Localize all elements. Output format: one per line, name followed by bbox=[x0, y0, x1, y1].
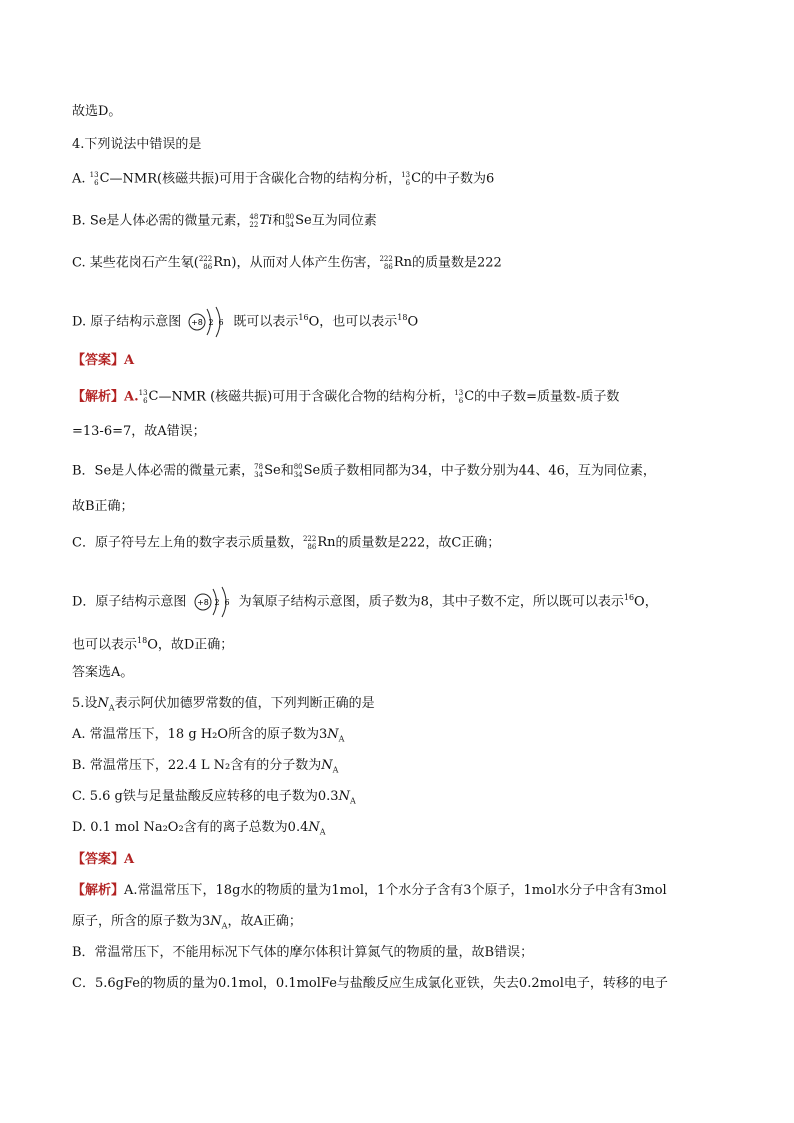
explanation-d-2: 也可以表示$^{18}$O，故D正确； bbox=[72, 636, 234, 653]
q5-explanation-a-2: 原子，所含的原子数为$3N_A$，故A正确； bbox=[72, 914, 302, 931]
question-4-title: 4.下列说法中错误的是 bbox=[72, 137, 202, 152]
atom-structure-diagram bbox=[193, 585, 237, 619]
explanation-a-2: =13-6=7，故A错误； bbox=[72, 424, 206, 439]
svg-text:2: 2 bbox=[208, 318, 214, 327]
explanation-b: B．Se是人体必需的微量元素， 78 34 Se 和 80 34 Se 质子数相同都为34，中子数分别为44、46，互为同位素， bbox=[72, 463, 656, 479]
explanation-a: 【解析】A. 13 6 C —NMR (核磁共振)可用于含碳化合物的结构分析， 13 6 C 的中子数=质量数-质子数 bbox=[72, 389, 620, 405]
nuclide-se80: 80 34 Se bbox=[285, 213, 312, 229]
nuclide-c13: 13 6 C bbox=[89, 171, 110, 187]
answer-select: 答案选A。 bbox=[72, 665, 134, 680]
q5-explanation-b: B．常温常压下，不能用标况下气体的摩尔体积计算氮气的物质的量，故B错误； bbox=[72, 945, 534, 960]
q5-option-b: B. 常温常压下，22.4 L N₂含有的分子数为$N_A$ bbox=[72, 758, 339, 775]
q5-explanation-c: C．5.6gFe的物质的量为0.1mol，0.1molFe与盐酸反应生成氯化亚铁，失去0.2mol电子，转移的电子 bbox=[72, 976, 668, 991]
explanation-d: D．原子结构示意图 +8 2 6 为氧原子结构示意图，质子数为8，其中子数不定，所以既可以表示$^{16}$O， bbox=[72, 585, 658, 619]
svg-text:2: 2 bbox=[214, 598, 220, 607]
nuclide-c13: 13 6 C bbox=[401, 171, 422, 187]
answer-label: 【答案】A bbox=[72, 353, 135, 368]
option-b: B. Se是人体必需的微量元素， 48 22 Ti 和 80 34 Se 互为同位素 bbox=[72, 213, 377, 229]
q5-explanation-a: 【解析】A.常温常压下，18g水的物质的量为1mol，1个水分子含有3个原子，1mol水分子中含有3mol bbox=[72, 883, 667, 898]
q5-option-a: A. 常温常压下，18 g H₂O所含的原子数为$3N_A$ bbox=[72, 727, 345, 744]
text-line: 故选D。 bbox=[72, 104, 122, 119]
svg-text:6: 6 bbox=[218, 318, 224, 327]
svg-text:+8: +8 bbox=[196, 598, 209, 607]
question-5-title: 5.设$N_A$表示阿伏加德罗常数的值，下列判断正确的是 bbox=[72, 696, 375, 713]
atom-structure-diagram bbox=[187, 305, 231, 339]
q5-option-d: D. 0.1 mol Na₂O₂含有的离子总数为$0.4N_A$ bbox=[72, 820, 326, 837]
option-a: A. 13 6 C —NMR(核磁共振)可用于含碳化合物的结构分析， 13 6 C 的中子数为6 bbox=[72, 171, 495, 187]
svg-text:6: 6 bbox=[224, 598, 230, 607]
explanation-c: C．原子符号左上角的数字表示质量数， 222 86 Rn 的质量数是222，故C正确； bbox=[72, 535, 501, 551]
explanation-b-2: 故B正确； bbox=[72, 499, 134, 514]
option-c: C. 某些花岗石产生氡( 222 86 Rn )，从而对人体产生伤害， 222 86 Rn 的质量数是222 bbox=[72, 255, 502, 271]
answer-label-2: 【答案】A bbox=[72, 852, 135, 867]
nuclide-rn222: 222 86 Rn bbox=[198, 255, 232, 271]
nuclide-ti48: 48 22 Ti bbox=[249, 213, 273, 229]
svg-text:+8: +8 bbox=[191, 318, 204, 327]
nuclide-rn222: 222 86 Rn bbox=[379, 255, 412, 271]
q5-option-c: C. 5.6 g铁与足量盐酸反应转移的电子数为$0.3N_A$ bbox=[72, 789, 356, 806]
option-d: D. 原子结构示意图 +8 2 6 既可以表示$^{16}$O，也可以表示$^{18}$O bbox=[72, 305, 418, 339]
